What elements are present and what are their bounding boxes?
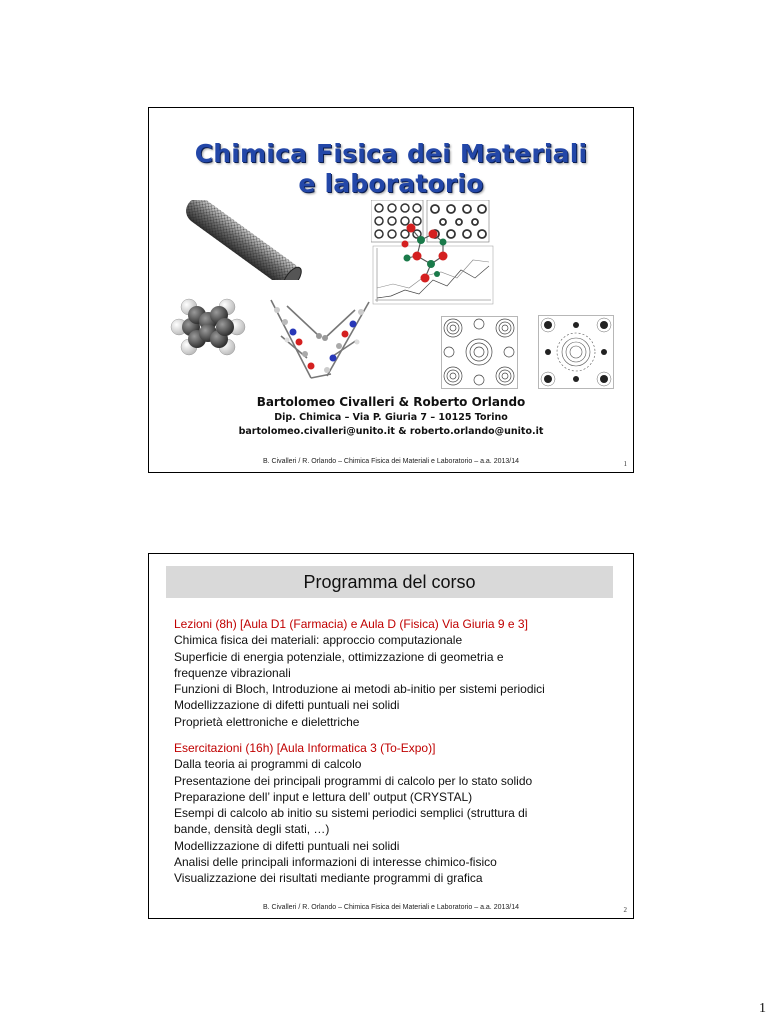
- slide-1-page-number: 1: [623, 460, 627, 468]
- crystal-structure-collage: [371, 200, 496, 308]
- lezioni-item: Funzioni di Bloch, Introduzione ai metodi ab-initio per sistemi periodici: [174, 682, 545, 697]
- lezioni-item: Superficie di energia potenziale, ottimizzazione di geometria e: [174, 649, 504, 664]
- document-page-number: 1: [759, 1001, 766, 1016]
- esercitazioni-item: Modellizzazione di difetti puntuali nei solidi: [174, 838, 400, 853]
- esercitazioni-heading: Esercitazioni (16h) [Aula Informatica 3 (To-Expo)]: [174, 741, 436, 755]
- author-emails: bartolomeo.civalleri@unito.it & roberto.orlando@unito.it: [238, 426, 544, 437]
- slide-1-title-line-2: e laboratorio: [298, 169, 484, 198]
- department-address: Dip. Chimica – Via P. Giuria 7 – 10125 Torino: [274, 412, 508, 423]
- esercitazioni-item: Analisi delle principali informazioni di interesse chimico-fisico: [174, 855, 497, 870]
- slide-1: [148, 107, 634, 473]
- lezioni-section: [174, 616, 619, 730]
- lezioni-heading: Lezioni (8h) [Aula D1 (Farmacia) e Aula D (Fisica) Via Giuria 9 e 3]: [174, 617, 528, 631]
- esercitazioni-item: Dalla teoria ai programmi di calcolo: [174, 757, 362, 772]
- slide-2-page-number: 2: [623, 906, 627, 914]
- esercitazioni-item: Preparazione dell’ input e lettura dell’ output (CRYSTAL): [174, 789, 473, 804]
- esercitazioni-item: Esempi di calcolo ab initio su sistemi periodici semplici (struttura di: [174, 806, 528, 821]
- slide-1-footer: B. Civalleri / R. Orlando – Chimica Fisica dei Materiali e Laboratorio – a.a. 2013/14: [262, 458, 519, 465]
- authors: Bartolomeo Civalleri & Roberto Orlando: [256, 395, 526, 409]
- slide-2-title: Programma del corso: [166, 566, 613, 598]
- lezioni-item: Proprietà elettroniche e dielettriche: [174, 714, 360, 729]
- electron-density-map-2: [538, 315, 614, 389]
- lezioni-item: Chimica fisica dei materiali: approccio computazionale: [174, 633, 463, 648]
- nanotube-illustration: [181, 200, 305, 280]
- lezioni-item: frequenze vibrazionali: [174, 665, 291, 680]
- esercitazioni-item: Presentazione dei principali programmi di calcolo per lo stato solido: [174, 773, 533, 788]
- lezioni-item: Modellizzazione di difetti puntuali nei solidi: [174, 698, 400, 713]
- molecule-illustration: [167, 293, 249, 363]
- slide-1-title-line-1: Chimica Fisica dei Materiali: [194, 139, 588, 168]
- electron-density-map-1: [441, 316, 518, 389]
- esercitazioni-section: [174, 740, 619, 887]
- slide-2: [148, 553, 634, 919]
- esercitazioni-item: bande, densità degli stati, …): [174, 822, 330, 837]
- slide-2-footer: B. Civalleri / R. Orlando – Chimica Fisica dei Materiali e Laboratorio – a.a. 2013/14: [262, 904, 519, 911]
- molecular-crystal-illustration: [267, 296, 373, 384]
- esercitazioni-item: Visualizzazione dei risultati mediante programmi di grafica: [174, 871, 483, 886]
